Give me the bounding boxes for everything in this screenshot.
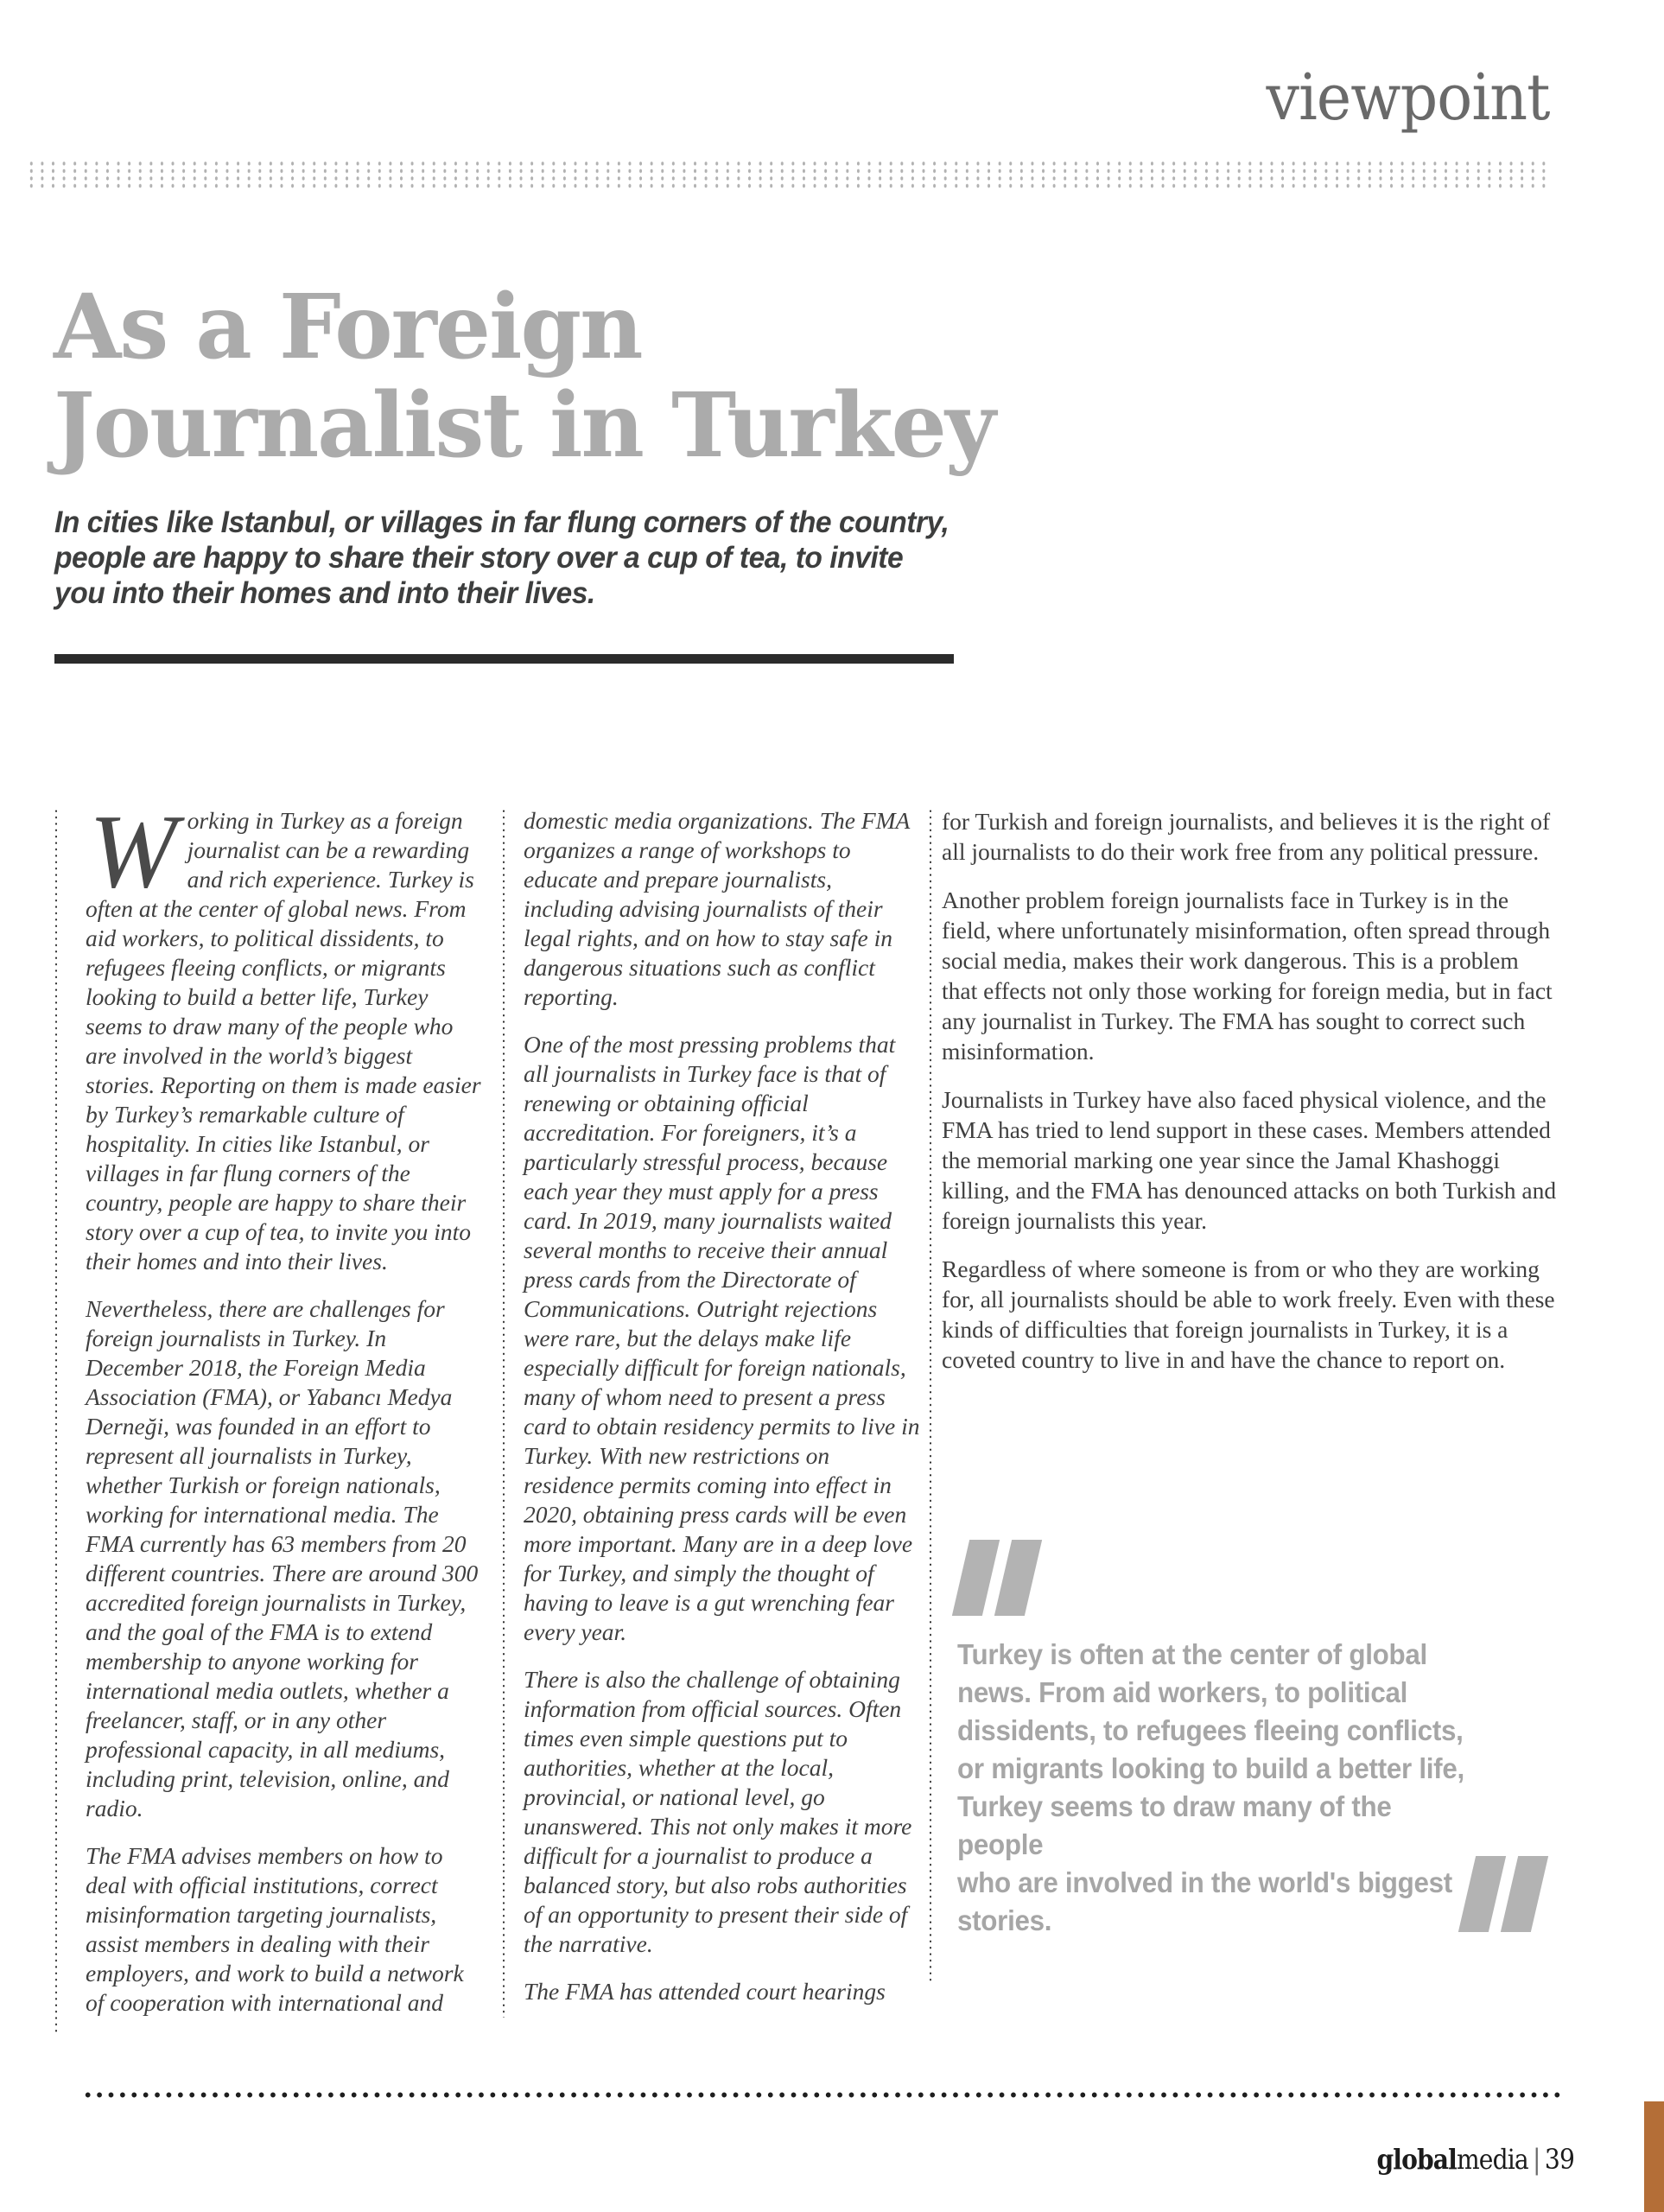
quote-bar (994, 1540, 1042, 1616)
column-separator-mid (502, 808, 505, 2018)
paragraph: Another problem foreign journalists face in Turkey is in the field, where unfortunately misinformation, often spread through social media, makes their work dangerous. This is a problem that effects not only those working for foreign media, but in fact any journalist in Turkey. The FMA has sought to correct such misinformation. (942, 887, 1553, 1065)
paragraph: One of the most pressing problems that all journalists in Turkey face is that of renewing or obtaining official accreditation. For foreigners, it’s a particularly stressful process, because each year they must apply for a press card. In 2019, many journalists waited several months to receive their annual press cards from the Directorate of Communications. Outright rejections were rare, but the delays make life especially difficult for foreign nationals, many of whom need to present a press card to obtain residency permits to live in Turkey. With new restrictions on residence permits coming into effect in 2020, obtaining press cards will be even more important. Many are in a deep love for Turkey, and simply the thought of having to leave is a gut wrenching fear every year. (524, 1031, 920, 1645)
body-column-2 (524, 806, 923, 2024)
standfirst-line-1: In cities like Istanbul, or villages in far flung corners of the country, (54, 505, 949, 539)
quote-bar (1501, 1856, 1548, 1932)
footer-brand (1246, 2143, 1574, 2176)
footer-separator: | (1533, 2143, 1540, 2176)
paragraph: The FMA has attended court hearings (524, 1978, 886, 2005)
drop-cap: W (89, 793, 177, 910)
open-quote-icon (961, 1540, 1033, 1616)
section-label: viewpoint (1266, 60, 1550, 135)
pull-quote (957, 1636, 1483, 1940)
paragraph: Journalists in Turkey have also faced physical violence, and the FMA has tried to lend support in these cases. Members attended the memorial marking one year since the Jamal Khashoggi killing, and the FMA has denounced attacks on both Turkish and foreign journalists this year. (942, 1086, 1557, 1234)
paragraph: Nevertheless, there are challenges for foreign journalists in Turkey. In December 2018, the Foreign Media Association (FMA), or Yabancı Medya Derneği, was founded in an effort to represent all journalists in Turkey, whether Turkish or foreign nationals, working for international media. The FMA currently has 63 members from 20 different countries. There are around 300 accredited foreign journalists in Turkey, and the goal of the FMA is to extend membership to anyone working for international media outlets, whether a freelancer, staff, or in any other professional capacity, in all mediums, including print, television, online, and radio. (86, 1295, 479, 1821)
standfirst-line-2: people are happy to share their story over a cup of tea, to invite (54, 541, 904, 575)
paragraph: There is also the challenge of obtaining information from official sources. Often times even simple questions put to authorities, whether at the local, provincial, or national level, go unanswered. This not only makes it more difficult for a journalist to produce a balanced story, but also robs authorities of an opportunity to present their side of the narrative. (524, 1666, 912, 1957)
paragraph: for Turkish and foreign journalists, and believes it is the right of all journalists to do their work free from any political pressure. (942, 808, 1551, 865)
pull-quote-line: Turkey seems to draw many of the people (957, 1790, 1392, 1860)
footer-dot-rule (82, 2090, 1564, 2100)
page-number: 39 (1544, 2143, 1574, 2176)
page-edge-tab (1644, 2101, 1664, 2212)
paragraph: domestic media organizations. The FMA organizes a range of workshops to educate and prepare journalists, including advising journalists of their legal rights, and on how to stay safe in dangerous situations such as conflict reporting. (524, 807, 910, 1010)
quote-bar (952, 1540, 1000, 1616)
column-separator-left (54, 808, 58, 2035)
article-standfirst (54, 505, 949, 611)
body-column-1 (86, 793, 487, 2036)
paragraph: The FMA advises members on how to deal with official institutions, correct misinformation targeting journalists, assist members in dealing with their employers, and work to build a network of cooperation with international and (86, 1842, 464, 2016)
headline-rule (54, 654, 954, 664)
article-headline (54, 275, 994, 478)
body-column-3 (942, 806, 1559, 1393)
pull-quote-line: Turkey is often at the center of global (957, 1638, 1427, 1670)
pull-quote-line: news. From aid workers, to political (957, 1676, 1408, 1708)
headline-line-1: As a Foreign (54, 275, 642, 379)
header-dot-band (26, 160, 1550, 189)
headline-line-2: Journalist in Turkey (54, 373, 994, 478)
pull-quote-line: stories. (957, 1904, 1052, 1936)
brand-bold: global (1376, 2143, 1457, 2176)
paragraph: Regardless of where someone is from or who they are working for, all journalists should be able to work freely. Even with these kinds of difficulties that foreign journalists in Turkey, it is a coveted country to live in and have the chance to report on. (942, 1255, 1555, 1373)
brand-regular: media (1456, 2143, 1528, 2176)
close-quote-icon (1467, 1856, 1540, 1932)
paragraph-text: orking in Turkey as a foreign journalist can be a rewarding and rich experience. Turkey is often at the center of global news. From aid workers, to political dissidents, to refugees fleeing conflicts, or migrants looking to build a better life, Turkey seems to draw many of the people who are involved in the world’s biggest stories. Reporting on them is made easier by Turkey’s remarkable culture of hospitality. In cities like Istanbul, or villages in far flung corners of the country, people are happy to share their story over a cup of tea, to invite you into their homes and into their lives. (86, 807, 481, 1274)
pull-quote-line: dissidents, to refugees fleeing conflicts, (957, 1714, 1464, 1746)
pull-quote-line: who are involved in the world's biggest (957, 1866, 1452, 1898)
standfirst-line-3: you into their homes and into their lives. (54, 576, 595, 610)
pull-quote-line: or migrants looking to build a better life, (957, 1752, 1464, 1784)
paragraph (86, 793, 487, 1276)
column-separator-right (929, 808, 932, 1981)
